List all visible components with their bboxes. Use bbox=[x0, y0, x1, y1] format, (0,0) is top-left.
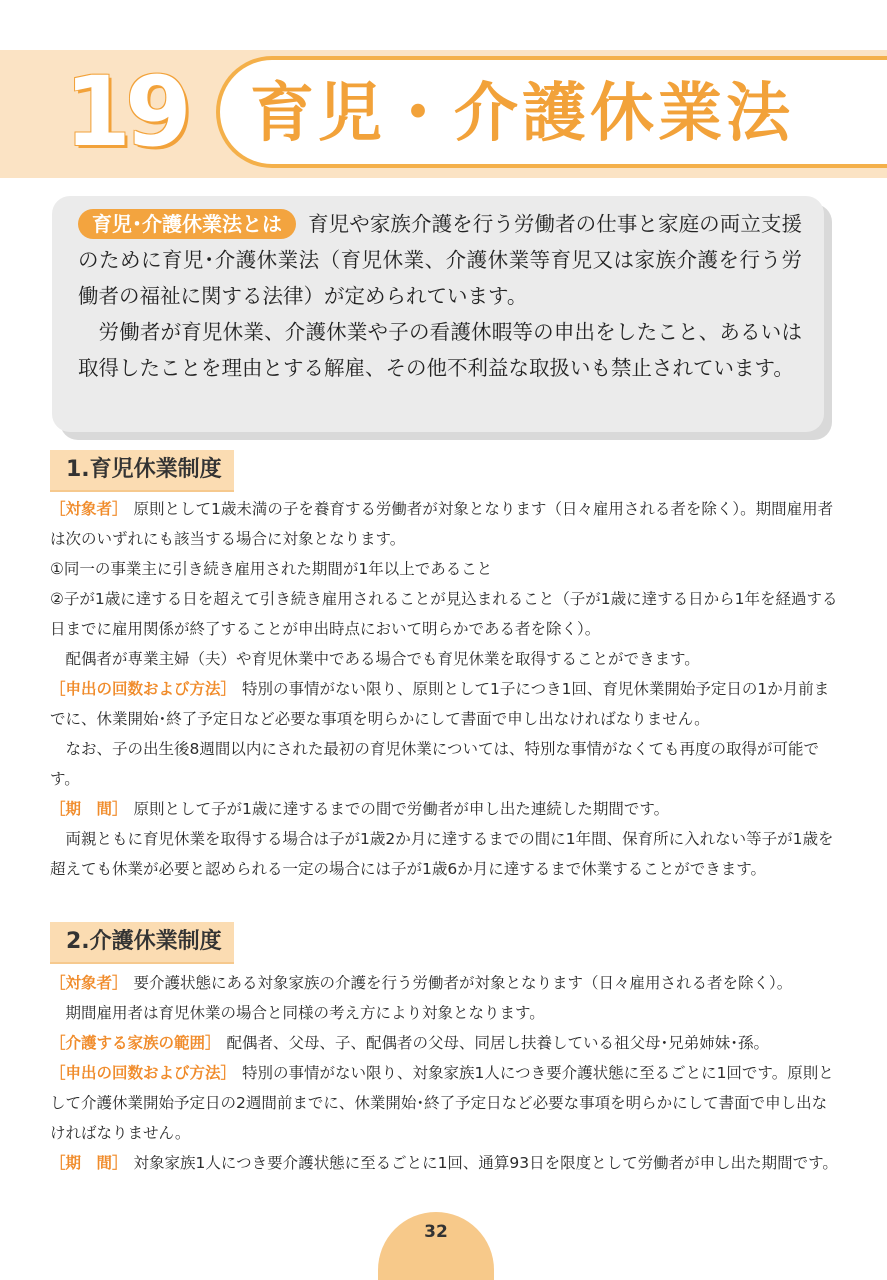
care-apply-text: 特別の事情がない限り、対象家族1人につき要介護状態に至るごとに1回です。原則として介護休業開始予定日の2週間前までに、休業開始･終了予定日など必要な事項を明らかにして書面で申し出なければなりません。 bbox=[50, 1064, 834, 1142]
label-apply: ［申出の回数および方法］ bbox=[50, 680, 237, 698]
label-target: ［対象者］ bbox=[50, 974, 128, 992]
childcare-condition-2: ②子が1歳に達する日を超えて引き続き雇用されることが見込まれること（子が1歳に達する日から1年を経過する日までに雇用関係が終了することが申出時点において明らかである者を除く）。 bbox=[50, 590, 838, 638]
care-period bbox=[50, 1148, 840, 1178]
page-title: 育児・介護休業法 bbox=[250, 77, 794, 151]
section-heading-nursing-care: 2.介護休業制度 bbox=[50, 922, 234, 964]
childcare-apply-note: なお、子の出生後8週間以内にされた最初の育児休業については、特別な事情がなくても再度の取得が可能です。 bbox=[50, 740, 820, 788]
childcare-period-note: 両親ともに育児休業を取得する場合は子が1歳2か月に達するまでの間に1年間、保育所に入れない等子が1歳を超えても休業が必要と認められる一定の場合には子が1歳6か月に達するまで休業することができます。 bbox=[50, 830, 834, 878]
childcare-period-text: 原則として子が1歳に達するまでの間で労働者が申し出た連続した期間です。 bbox=[133, 800, 670, 818]
label-period: ［期 間］ bbox=[50, 800, 128, 818]
intro-paragraph-1 bbox=[78, 206, 802, 314]
label-period: ［期 間］ bbox=[50, 1154, 128, 1172]
label-target: ［対象者］ bbox=[50, 500, 128, 518]
section-body-childcare bbox=[50, 494, 840, 884]
label-apply: ［申出の回数および方法］ bbox=[50, 1064, 237, 1082]
care-target bbox=[50, 968, 840, 998]
intro-text-1: 育児や家族介護を行う労働者の仕事と家庭の両立支援のために育児･介護休業法（育児休業、介護休業等育児又は家族介護を行う労働者の福祉に関する法律）が定められています。 bbox=[78, 212, 802, 308]
care-family-text: 配偶者、父母、子、配偶者の父母、同居し扶養している祖父母･兄弟姉妹･孫。 bbox=[226, 1034, 770, 1052]
childcare-target bbox=[50, 494, 840, 554]
intro-tag: 育児･介護休業法とは bbox=[78, 209, 296, 239]
care-target-text: 要介護状態にある対象家族の介護を行う労働者が対象となります（日々雇用される者を除く）。 bbox=[133, 974, 793, 992]
care-target-note: 期間雇用者は育児休業の場合と同様の考え方により対象となります。 bbox=[65, 1004, 545, 1022]
intro-box bbox=[52, 196, 824, 432]
label-family-range: ［介護する家族の範囲］ bbox=[50, 1034, 221, 1052]
childcare-target-text: 原則として1歳未満の子を養育する労働者が対象となります（日々雇用される者を除く）。期間雇用者は次のいずれにも該当する場合に対象となります。 bbox=[50, 500, 834, 548]
childcare-apply-text: 特別の事情がない限り、原則として1子につき1回、育児休業開始予定日の1か月前までに、休業開始･終了予定日など必要な事項を明らかにして書面で申し出なければなりません。 bbox=[50, 680, 830, 728]
chapter-number: 19 bbox=[64, 56, 186, 168]
intro-paragraph-2: 労働者が育児休業、介護休業や子の看護休暇等の申出をしたこと、あるいは取得したことを理由とする解雇、その他不利益な取扱いも禁止されています。 bbox=[78, 320, 802, 380]
page-number: 32 bbox=[424, 1222, 448, 1242]
childcare-apply bbox=[50, 674, 840, 734]
title-box bbox=[216, 56, 887, 168]
childcare-condition-1: ①同一の事業主に引き続き雇用された期間が1年以上であること bbox=[50, 560, 493, 578]
section-body-nursing-care bbox=[50, 968, 840, 1178]
chapter-header bbox=[0, 50, 887, 180]
page-number-tab bbox=[378, 1212, 494, 1280]
care-family-range bbox=[50, 1028, 840, 1058]
care-period-text: 対象家族1人につき要介護状態に至るごとに1回、通算93日を限度として労働者が申し出た期間です。 bbox=[133, 1154, 838, 1172]
care-apply bbox=[50, 1058, 840, 1148]
childcare-period bbox=[50, 794, 840, 824]
section-heading-childcare: 1.育児休業制度 bbox=[50, 450, 234, 492]
childcare-spouse-note: 配偶者が専業主婦（夫）や育児休業中である場合でも育児休業を取得することができます。 bbox=[65, 650, 700, 668]
